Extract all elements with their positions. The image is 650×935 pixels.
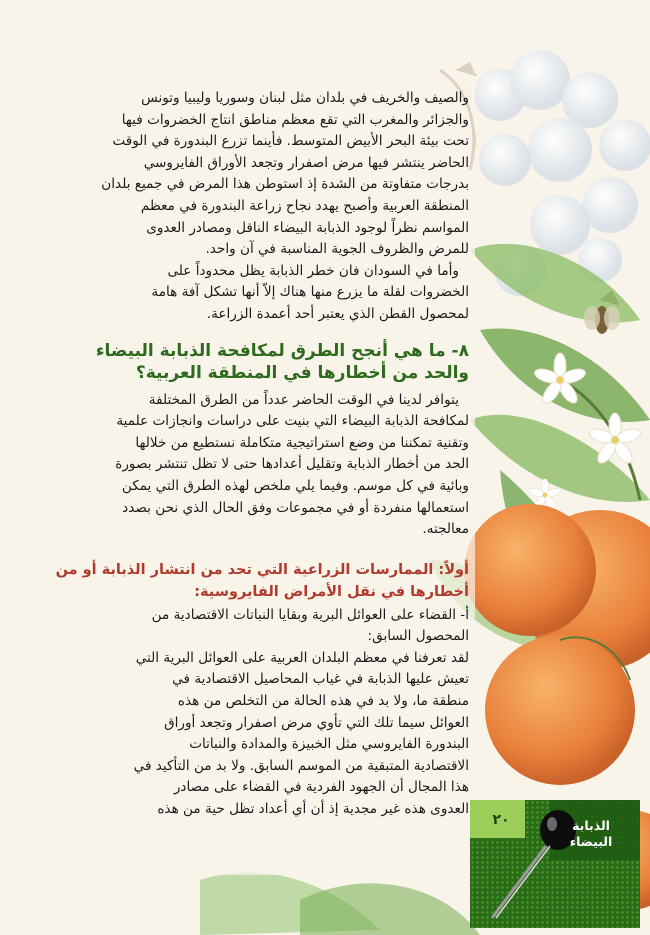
heading-line: أخطارها في نقل الأمراض الفايروسية: bbox=[194, 583, 469, 600]
text-line: للمرض والظروف الجوية المناسبة في آن واحد. bbox=[205, 241, 469, 258]
text-line: لمكافحة الذبابة البيضاء التي بنيت على دراسات وانجازات علمية bbox=[116, 413, 469, 430]
badge-title-line: البيضاء bbox=[569, 834, 613, 849]
text-line: البندورة الفايروسي مثل الخبيزة والمدادة والنباتات bbox=[189, 736, 469, 753]
text-line: لقد تعرفنا في معظم البلدان العربية على العوائل البرية التي bbox=[135, 649, 469, 666]
page-number: ٢٠ bbox=[492, 812, 510, 828]
text-line: والصيف والخريف في بلدان مثل لبنان وسوريا وليبيا وتونس bbox=[141, 90, 469, 106]
text-line: العوائل سيما تلك التي تأوي مرض اصفرار وتجعد أوراق bbox=[164, 714, 469, 731]
text-line: تعيش عليها الذبابة في غياب المحاصيل الاقتصادية في bbox=[172, 671, 469, 688]
article-body bbox=[14, 88, 469, 821]
text-line: استعمالها منفردة أو في مجموعات وفق الحال الذي نحن بصدد bbox=[122, 499, 469, 516]
text-line: العدوى هذه غير مجدية إذ أن أي أعداد تظل حية من هذه bbox=[157, 801, 469, 818]
badge-title bbox=[556, 818, 626, 850]
badge-title-line: الذبابة bbox=[572, 818, 610, 833]
paragraph-4 bbox=[14, 648, 469, 821]
text-line: المنطقة العربية وأصبح يهدد نجاح زراعة البندورة في معظم bbox=[140, 197, 469, 214]
text-line: منطقة ما، ولا بد في هذه الحالة من التخلص من هذه bbox=[177, 693, 469, 710]
text-line: تحت بيئة البحر الأبيض المتوسط. فأينما تزرع البندورة في الوقت bbox=[112, 133, 469, 150]
text-line: لمحصول القطن الذي يعتبر أحد أعمدة الزراعة. bbox=[206, 305, 469, 322]
paragraph-3 bbox=[14, 390, 469, 541]
subsection-heading bbox=[14, 559, 469, 603]
text-line: معالجته. bbox=[422, 521, 469, 538]
text-line: وبائية في كل موسم. وفيما يلي ملخص لهذه الطرق التي يمكن bbox=[121, 477, 469, 494]
heading-line: أولاً: الممارسات الزراعية التي تحد من انتشار الذبابة أو من bbox=[55, 561, 469, 578]
text-line: المحصول السابق: bbox=[367, 628, 469, 645]
text-line: والجزائر والمغرب التي تقع معظم مناطق انتاج الخضروات فيها bbox=[121, 111, 469, 128]
list-item-a bbox=[14, 605, 469, 648]
text-line: وأما في السودان فان خطر الذبابة يظل محدوداً على bbox=[167, 262, 459, 279]
section-heading bbox=[14, 340, 469, 384]
text-line: الاقتصادية المتبقية من الموسم السابق. ولا بد من التأكيد في bbox=[133, 757, 469, 774]
text-line: هذا المجال أن الجهود الفردية في القضاء على مصادر bbox=[173, 779, 469, 796]
text-line: وتقنية تمكننا من وضع استراتيجية متكاملة نستطيع من خلالها bbox=[135, 434, 469, 451]
paragraph-1 bbox=[14, 88, 469, 261]
text-line: الخضروات لقلة ما يزرع منها هناك إلاّ أنها تشكل آفة هامة bbox=[151, 284, 469, 301]
text-line: يتوافر لدينا في الوقت الحاضر عدداً من الطرق المختلفة bbox=[148, 391, 459, 408]
text-line: أ- القضاء على العوائل البرية وبقايا النباتات الاقتصادية من bbox=[151, 606, 469, 623]
text-line: المواسم نظراً لوجود الذبابة البيضاء الناقل ومصادر العدوى bbox=[146, 219, 469, 236]
paragraph-2 bbox=[14, 261, 469, 326]
text-line: الحد من أخطار الذبابة وتقليل أعدادها حتى لا تظل تنتشر بصورة bbox=[115, 456, 469, 473]
text-line: الحاضر ينتشر فيها مرض اصفرار وتجعد الأوراق الفايروسي bbox=[143, 154, 469, 171]
heading-line: والحد من أخطارها في المنطقة العربية؟ bbox=[135, 362, 469, 383]
heading-line: ٨- ما هي أنجح الطرق لمكافحة الذبابة البيضاء bbox=[95, 340, 469, 361]
text-line: بدرجات متفاوتة من الشدة إذ استوطن هذا المرض في جميع بلدان bbox=[101, 176, 469, 193]
